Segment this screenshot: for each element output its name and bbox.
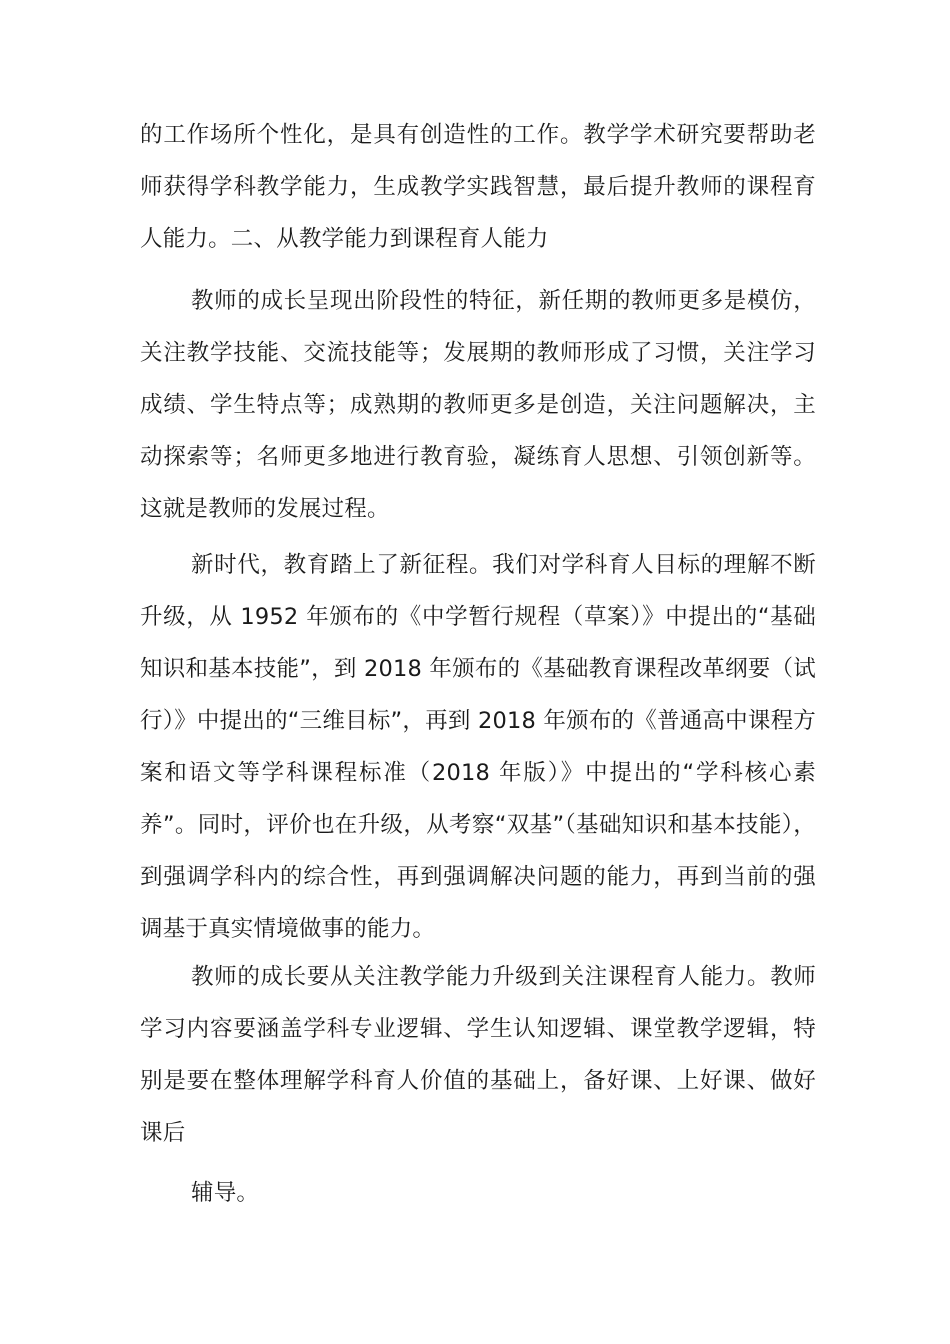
paragraph-2: 教师的成长呈现出阶段性的特征，新任期的教师更多是模仿，关注教学技能、交流技能等；发展期的教师形成了习惯，关注学习成绩、学生特点等；成熟期的教师更多是创造，关注问题解决，主动探索等；名师更多地进行教育验，凝练育人思想、引领创新等。这就是教师的发展过程。 [140, 288, 816, 522]
paragraph-4: 教师的成长要从关注教学能力升级到关注课程育人能力。教师学习内容要涵盖学科专业逻辑、学生认知逻辑、课堂教学逻辑，特别是要在整体理解学科育人价值的基础上，备好课、上好课、做好课后 [140, 964, 816, 1146]
paragraph-3: 新时代，教育踏上了新征程。我们对学科育人目标的理解不断升级，从 1952 年颁布的《中学暂行规程（草案）》中提出的“基础知识和基本技能”，到 2018 年颁布的《基础教育课程改革纲要（试行）》中提出的“三维目标”，再到 2018 年颁布的《普通高中课程方案和语文等学科课程标准（2018 年版）》中提出的“学科核心素养”。同时，评价也在升级，从考察“双基”（基础知识和基本技能），到强调学科内的综合性，再到强调解决问题的能力，再到当前的强调基于真实情境做事的能力。 [140, 552, 816, 942]
paragraph-5: 辅导。 [191, 1180, 260, 1206]
paragraph-1: 的工作场所个性化，是具有创造性的工作。教学学术研究要帮助老师获得学科教学能力，生成教学实践智慧，最后提升教师的课程育人能力。二、从教学能力到课程育人能力 [140, 122, 816, 252]
